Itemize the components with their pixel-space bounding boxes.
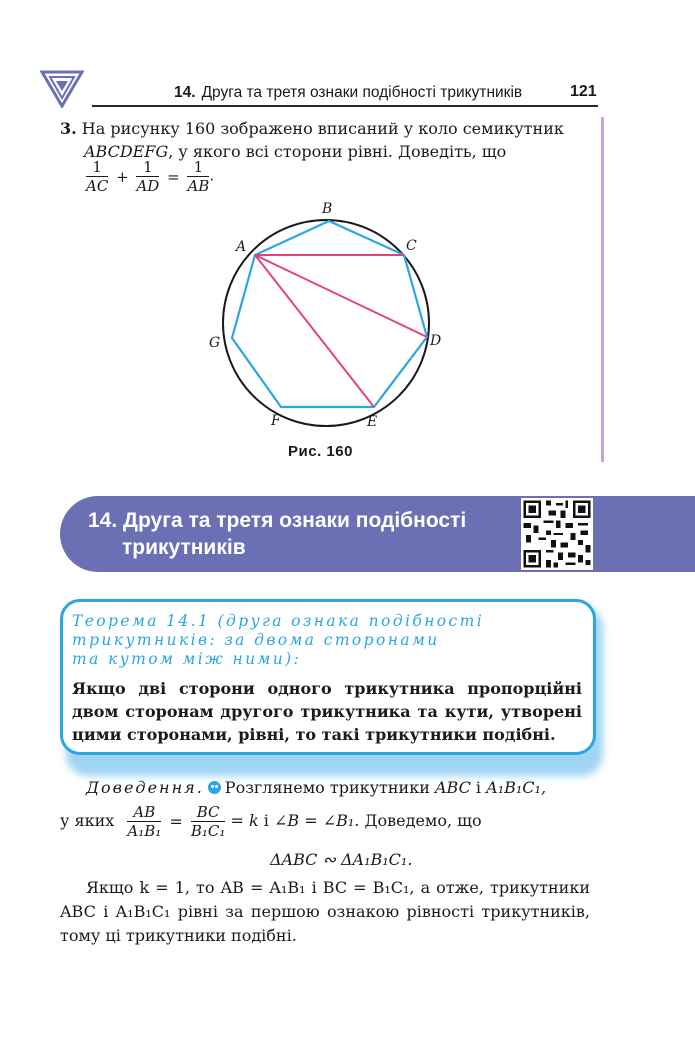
similarity-statement: ΔABC ∾ ΔA₁B₁C₁. <box>270 850 413 869</box>
frac-num-2: 1 <box>136 158 159 177</box>
problem-3 <box>60 117 593 163</box>
theorem-statement: Якщо дві сторони одного трикутника пропорційні двом сторонам другого трикутника та кути, утворені цими сторонами, рівні, то такі трикутники подібні. <box>72 679 582 744</box>
ratio-2-den: B₁C₁ <box>190 822 226 840</box>
header-rule <box>92 105 598 107</box>
running-header <box>174 84 522 102</box>
formula <box>86 158 214 198</box>
theorem-heading-line-1: Теорема 14.1 (друга ознака подібності <box>72 612 485 630</box>
frac-den-ad: AD <box>136 177 160 195</box>
vertex-label-d: D <box>430 333 442 349</box>
frac-den-ac: AC <box>86 177 109 195</box>
proof-line-2: у яких $\frac{AB}{\text{A₁B₁}}$ = $\frac{BC}{\text{B₁C₁}}$ = k і ∠B = ∠B₁. Доведемо, що <box>60 803 482 840</box>
proof-consider: Розглянемо трикутники <box>224 778 430 797</box>
qr-code-icon[interactable] <box>521 498 593 570</box>
plus-sign: + <box>116 167 129 186</box>
proof-paragraph: Якщо k = 1, то AB = A₁B₁ і BC = B₁C₁, а отже, трикутники ABC і A₁B₁C₁ рівні за першою ознакою рівності трикутників, тому ці трикутники подібні. <box>60 878 590 945</box>
conj-and-1: і <box>475 778 482 797</box>
vertex-label-a: A <box>236 239 247 255</box>
vertex-label-e: E <box>367 414 378 430</box>
frac-num-3: 1 <box>187 158 209 177</box>
side-accent-bar <box>601 117 604 462</box>
proof-in-which: у яких <box>60 811 115 830</box>
section-title-line-2: трикутників <box>122 536 246 559</box>
equals-sign: = <box>167 167 180 186</box>
frac-num-1: 1 <box>86 158 108 177</box>
conj-and-2: і <box>263 811 269 830</box>
figure-caption: Рис. 160 <box>288 443 353 460</box>
vertex-label-c: C <box>406 238 417 254</box>
proof-we-prove: Доведемо, що <box>364 811 482 830</box>
frac-den-ab: AB <box>187 177 210 195</box>
heptagon-name: ABCDEFG <box>84 142 169 161</box>
vertex-label-b: B <box>322 201 333 217</box>
problem-number: 3. <box>60 119 77 138</box>
formula-period: . <box>209 166 215 185</box>
section-title <box>88 507 508 561</box>
theorem-heading <box>72 612 582 669</box>
theorem-heading-line-3: та кутом між ними): <box>72 650 302 668</box>
page-number: 121 <box>570 83 597 100</box>
vertex-label-g: G <box>209 335 221 351</box>
theorem-heading-line-2: трикутників: за двома сторонами <box>72 631 440 649</box>
proof-lead: Доведення. <box>86 778 204 797</box>
problem-text-1: На рисунку 160 зображено вписаний у коло семикутник <box>81 119 564 138</box>
vertex-label-f: F <box>271 413 281 429</box>
ratio-1-num: AB <box>127 803 161 822</box>
section-title-line-1: 14. Друга та третя ознаки подібності <box>88 509 467 532</box>
ratio-1-den: A₁B₁ <box>127 822 162 840</box>
figure-160 <box>195 198 455 438</box>
proof-line-1 <box>86 776 596 800</box>
header-section-title: Друга та третя ознаки подібності трикутників <box>201 84 523 101</box>
section-logo-icon <box>40 70 84 108</box>
ratio-2-num: BC <box>191 803 226 822</box>
triangle-abc: ABC <box>434 778 471 797</box>
problem-text-2: , у якого всі сторони рівні. Доведіть, що <box>168 142 507 161</box>
triangle-a1b1c1: A₁B₁C₁, <box>486 778 547 797</box>
ratio-k: = k <box>230 811 259 830</box>
section-banner-edge <box>590 496 695 572</box>
diagonal-ad <box>255 255 427 337</box>
angle-equality: ∠B = ∠B₁. <box>273 811 360 830</box>
diagonal-ae <box>255 255 374 407</box>
header-section-number: 14. <box>174 84 196 101</box>
eyes-icon <box>208 781 221 794</box>
